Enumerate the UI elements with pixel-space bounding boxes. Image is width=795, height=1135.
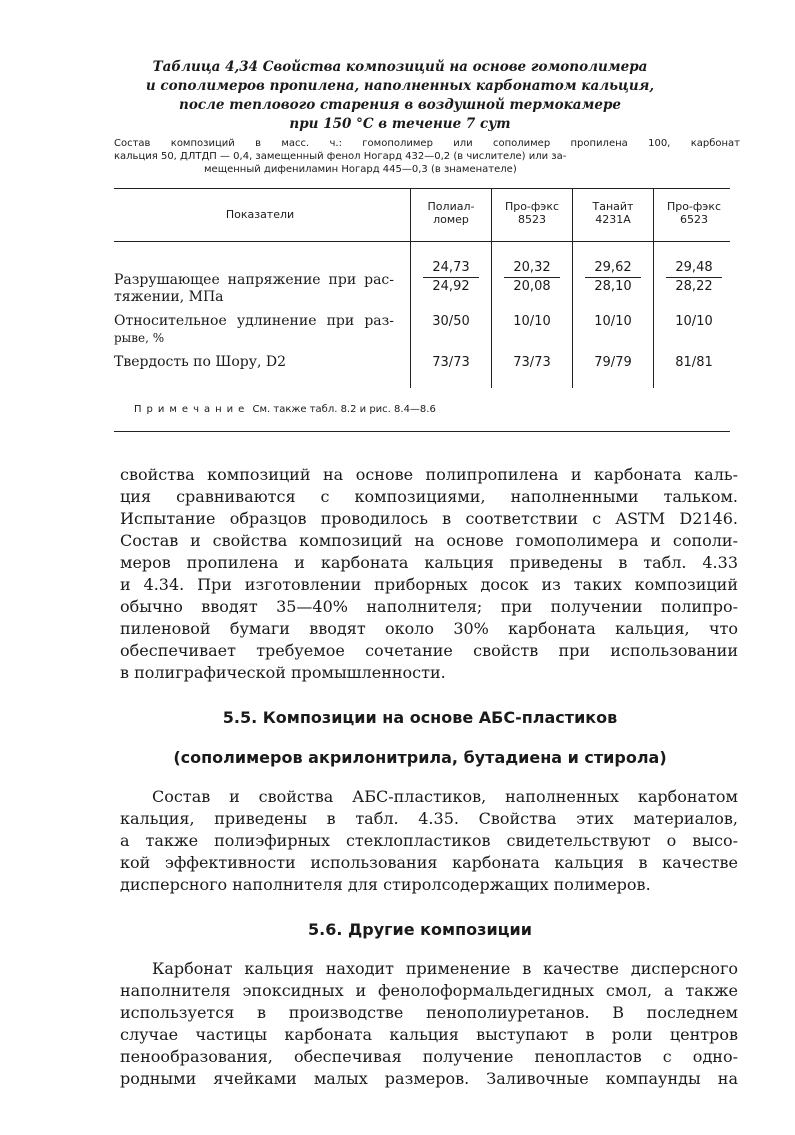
cell-numerator: 29,48 <box>666 260 722 278</box>
row-label-elongation <box>114 313 394 347</box>
header-line: 4231А <box>595 213 631 226</box>
header-profax-8523 <box>493 200 571 226</box>
header-line: 8523 <box>518 213 546 226</box>
cell-denominator: 20,08 <box>513 279 551 294</box>
text-line: наполнителя эпоксидных и фенолоформальдегидных смол, а также <box>120 981 738 1000</box>
table-cell: 79/79 <box>594 355 632 370</box>
header-tanait-4231a <box>574 200 652 226</box>
paragraph-other <box>120 958 738 1090</box>
note-label: Примечание <box>134 404 250 415</box>
caption-line: Таблица 4,34 Свойства композиций на основе гомополимера <box>152 59 648 75</box>
text-line: кальция, приведены в табл. 4.35. Свойства этих материалов, <box>120 809 738 828</box>
row-label-line: рыве, % <box>114 331 165 345</box>
composition-line: кальция 50, ДЛТДП — 0,4, замещенный фенол Ногард 432—0,2 (в числителе) или за- <box>114 151 567 162</box>
table-cell <box>654 260 734 295</box>
text-line: и 4.34. При изготовлении приборных досок из таких композиций <box>120 575 738 594</box>
text-line: меров пропилена и карбоната кальция приведены в табл. 4.33 <box>120 553 738 572</box>
header-line: Про-фэкс <box>504 200 560 213</box>
header-line: Про-фэкс <box>666 200 722 213</box>
row-label-tensile <box>114 272 394 306</box>
section-subheading-5-5: (сополимеров акрилонитрила, бутадиена и стирола) <box>173 748 667 767</box>
cell-numerator: 24,73 <box>423 260 479 278</box>
note-text: См. также табл. 8.2 и рис. 8.4—8.6 <box>252 404 436 415</box>
caption-line: после теплового старения в воздушной термокамере <box>179 97 621 113</box>
table-bottom-rule <box>114 431 730 432</box>
table-caption <box>110 58 690 134</box>
text-line: дисперсного наполнителя для стиролсодержащих полимеров. <box>120 875 651 894</box>
table-cell <box>573 260 653 295</box>
text-line: пенообразования, обеспечивая получение пенопластов с одно- <box>120 1047 738 1066</box>
text-line: родными ячейками малых размеров. Заливочные компаунды на <box>120 1069 738 1088</box>
table-cell <box>411 260 491 295</box>
text-line: пиленовой бумаги вводят около 30% карбоната кальция, что <box>120 619 738 638</box>
text-line: Состав и свойства АБС-пластиков, наполненных карбонатом <box>152 787 738 806</box>
cell-denominator: 28,10 <box>594 279 632 294</box>
paragraph-abs <box>120 786 738 896</box>
paragraph-calcium-carbonate <box>120 464 738 684</box>
table-cell: 10/10 <box>675 314 713 329</box>
text-line: обеспечивает требуемое сочетание свойств при использовании <box>120 641 738 660</box>
table-note <box>134 404 436 415</box>
text-line: свойства композиций на основе полипропилена и карбоната каль- <box>120 465 738 484</box>
table-cell: 30/50 <box>432 314 470 329</box>
row-label-line: Разрушающее напряжение при рас- <box>114 272 394 288</box>
table-cell: 73/73 <box>432 355 470 370</box>
table-cell: 81/81 <box>675 355 713 370</box>
table-cell: 73/73 <box>513 355 551 370</box>
caption-line: при 150 °С в течение 7 сут <box>289 116 511 132</box>
composition-line: Состав композиций в масс. ч.: гомополимер или сополимер пропилена 100, карбонат <box>114 138 740 149</box>
cell-denominator: 24,92 <box>432 279 470 294</box>
header-line: ломер <box>433 213 469 226</box>
cell-numerator: 29,62 <box>585 260 641 278</box>
row-label-line: тяжении, МПа <box>114 289 224 305</box>
section-heading-5-5: 5.5. Композиции на основе АБС-пластиков <box>222 708 618 727</box>
composition-line: мещенный дифениламин Ногард 445—0,3 (в знаменателе) <box>204 164 517 175</box>
header-line: Полиал- <box>427 200 475 213</box>
header-profax-6523 <box>655 200 733 226</box>
caption-line: и сополимеров пропилена, наполненных карбонатом кальция, <box>145 78 655 94</box>
text-line: ция сравниваются с композициями, наполненными тальком. <box>120 487 738 506</box>
table-cell: 10/10 <box>594 314 632 329</box>
header-line: 6523 <box>680 213 708 226</box>
text-line: кой эффективности использования карбоната кальция в качестве <box>120 853 738 872</box>
header-polialomer <box>412 200 490 226</box>
text-line: в полиграфической промышленности. <box>120 663 446 682</box>
table-cell: 10/10 <box>513 314 551 329</box>
text-line: используется в производстве пенополиуретанов. В последнем <box>120 1003 738 1022</box>
table-header-rule <box>114 241 730 242</box>
row-label-hardness <box>114 354 394 371</box>
cell-numerator: 20,32 <box>504 260 560 278</box>
text-line: Состав и свойства композиций на основе гомополимера и сополи- <box>120 531 738 550</box>
composition-note <box>114 137 740 176</box>
header-indicator: Показатели <box>225 208 295 221</box>
text-line: Карбонат кальция находит применение в качестве дисперсного <box>152 959 738 978</box>
row-label-line: Относительное удлинение при раз- <box>114 313 394 329</box>
text-line: а также полиэфирных стеклопластиков свидетельствуют о высо- <box>120 831 738 850</box>
text-line: обычно вводят 35—40% наполнителя; при получении полипро- <box>120 597 738 616</box>
text-line: Испытание образцов проводилось в соответствии с ASTM D2146. <box>120 509 738 528</box>
row-label-line: Твердость по Шору, D2 <box>114 354 287 370</box>
table-top-rule <box>114 188 730 189</box>
cell-denominator: 28,22 <box>675 279 713 294</box>
table-cell <box>492 260 572 295</box>
header-line: Танайт <box>592 200 634 213</box>
text-line: случае частицы карбоната кальция выступают в роли центров <box>120 1025 738 1044</box>
section-heading-5-6: 5.6. Другие композиции <box>308 920 532 939</box>
